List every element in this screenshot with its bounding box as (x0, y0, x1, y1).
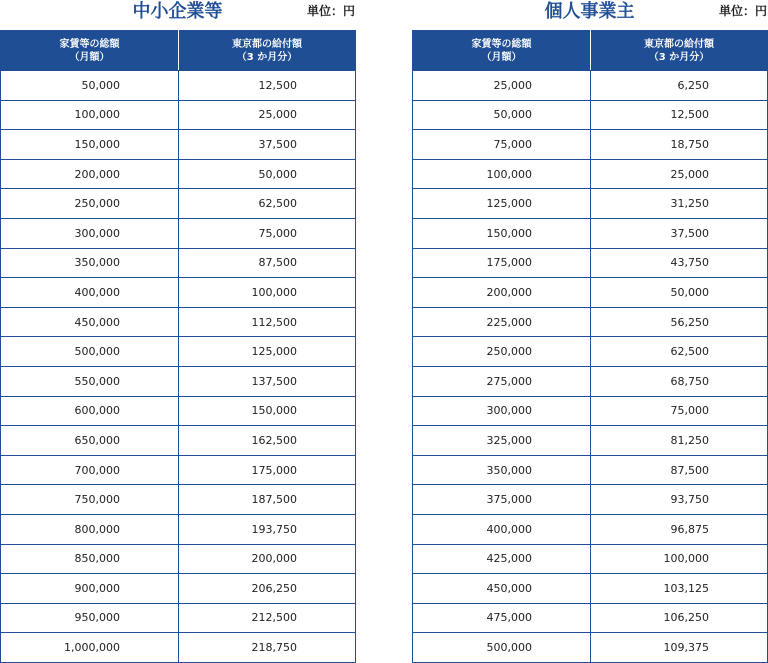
rent-amount-cell: 325,000 (413, 426, 591, 456)
table-row (413, 485, 768, 515)
table-row (1, 130, 356, 160)
grant-column-header (591, 31, 768, 71)
rent-amount-cell: 350,000 (413, 455, 591, 485)
table-row (1, 307, 356, 337)
sme-panel (0, 0, 355, 663)
table-row (413, 278, 768, 308)
rent-amount-cell: 425,000 (413, 544, 591, 574)
grant-amount-cell: 87,500 (591, 455, 768, 485)
grant-header-line2: （3 か月分） (236, 51, 298, 63)
table-row (1, 485, 356, 515)
table-row (1, 426, 356, 456)
table-row (413, 337, 768, 367)
rent-amount-cell: 200,000 (1, 159, 179, 189)
grant-amount-cell: 81,250 (591, 426, 768, 456)
grant-amount-cell: 18,750 (591, 130, 768, 160)
sole-table-body (413, 71, 768, 663)
sole-title: 個人事業主 (544, 1, 635, 22)
table-row (1, 159, 356, 189)
rent-amount-cell: 850,000 (1, 544, 179, 574)
table-row (1, 544, 356, 574)
rent-amount-cell: 225,000 (413, 307, 591, 337)
grant-amount-cell: 137,500 (179, 366, 356, 396)
grant-header-line1: 東京都の給付額 (644, 38, 714, 50)
grant-amount-cell: 103,125 (591, 574, 768, 604)
grant-amount-cell: 125,000 (179, 337, 356, 367)
sole-panel (412, 0, 767, 663)
table-row (413, 307, 768, 337)
grant-amount-cell: 218,750 (179, 633, 356, 663)
grant-amount-cell: 175,000 (179, 455, 356, 485)
sme-table (0, 30, 356, 663)
rent-amount-cell: 300,000 (1, 218, 179, 248)
rent-amount-cell: 150,000 (413, 218, 591, 248)
table-row (1, 189, 356, 219)
table-row (413, 189, 768, 219)
table-row (413, 71, 768, 101)
rent-column-header (413, 31, 591, 71)
sme-unit-label: 単位：円 (306, 4, 355, 18)
grant-amount-cell: 106,250 (591, 603, 768, 633)
grant-header-line2: （3 か月分） (648, 51, 710, 63)
grant-amount-cell: 75,000 (591, 396, 768, 426)
table-row (413, 514, 768, 544)
grant-amount-cell: 62,500 (179, 189, 356, 219)
table-row (1, 100, 356, 130)
grant-amount-cell: 87,500 (179, 248, 356, 278)
grant-amount-cell: 100,000 (179, 278, 356, 308)
rent-amount-cell: 350,000 (1, 248, 179, 278)
rent-header-line1: 家賃等の総額 (471, 38, 532, 50)
table-row (413, 426, 768, 456)
grant-amount-cell: 50,000 (179, 159, 356, 189)
grant-header-line1: 東京都の給付額 (232, 38, 302, 50)
table-row (413, 100, 768, 130)
grant-amount-cell: 25,000 (179, 100, 356, 130)
table-row (1, 396, 356, 426)
grant-amount-cell: 193,750 (179, 514, 356, 544)
sme-title: 中小企業等 (132, 1, 223, 22)
grant-amount-cell: 31,250 (591, 189, 768, 219)
table-row (413, 603, 768, 633)
rent-amount-cell: 750,000 (1, 485, 179, 515)
rent-amount-cell: 200,000 (413, 278, 591, 308)
table-row (1, 278, 356, 308)
table-row (413, 455, 768, 485)
rent-amount-cell: 100,000 (413, 159, 591, 189)
rent-amount-cell: 275,000 (413, 366, 591, 396)
grant-amount-cell: 96,875 (591, 514, 768, 544)
grant-amount-cell: 162,500 (179, 426, 356, 456)
grant-amount-cell: 150,000 (179, 396, 356, 426)
grant-amount-cell: 56,250 (591, 307, 768, 337)
grant-amount-cell: 68,750 (591, 366, 768, 396)
grant-amount-cell: 112,500 (179, 307, 356, 337)
grant-column-header (179, 31, 356, 71)
grant-amount-cell: 100,000 (591, 544, 768, 574)
table-row (1, 603, 356, 633)
rent-amount-cell: 25,000 (413, 71, 591, 101)
rent-amount-cell: 250,000 (413, 337, 591, 367)
rent-amount-cell: 475,000 (413, 603, 591, 633)
rent-amount-cell: 450,000 (1, 307, 179, 337)
grant-amount-cell: 12,500 (179, 71, 356, 101)
rent-amount-cell: 250,000 (1, 189, 179, 219)
rent-amount-cell: 500,000 (1, 337, 179, 367)
table-row (413, 130, 768, 160)
table-row (413, 633, 768, 663)
rent-amount-cell: 125,000 (413, 189, 591, 219)
rent-amount-cell: 950,000 (1, 603, 179, 633)
rent-amount-cell: 175,000 (413, 248, 591, 278)
rent-amount-cell: 400,000 (413, 514, 591, 544)
grant-amount-cell: 75,000 (179, 218, 356, 248)
sole-header-row (413, 31, 768, 71)
rent-amount-cell: 50,000 (413, 100, 591, 130)
grant-amount-cell: 12,500 (591, 100, 768, 130)
sme-table-body (1, 71, 356, 663)
grant-amount-cell: 43,750 (591, 248, 768, 278)
table-row (1, 337, 356, 367)
rent-amount-cell: 650,000 (1, 426, 179, 456)
grant-amount-cell: 93,750 (591, 485, 768, 515)
grant-amount-cell: 212,500 (179, 603, 356, 633)
rent-header-line1: 家賃等の総額 (59, 38, 120, 50)
rent-amount-cell: 100,000 (1, 100, 179, 130)
sole-table (412, 30, 768, 663)
rent-amount-cell: 450,000 (413, 574, 591, 604)
table-row (1, 248, 356, 278)
rent-amount-cell: 400,000 (1, 278, 179, 308)
rent-amount-cell: 150,000 (1, 130, 179, 160)
rent-amount-cell: 900,000 (1, 574, 179, 604)
grant-amount-cell: 109,375 (591, 633, 768, 663)
table-row (413, 159, 768, 189)
grant-amount-cell: 187,500 (179, 485, 356, 515)
rent-column-header (1, 31, 179, 71)
rent-amount-cell: 1,000,000 (1, 633, 179, 663)
sme-titlebar (0, 0, 355, 30)
rent-amount-cell: 75,000 (413, 130, 591, 160)
rent-amount-cell: 375,000 (413, 485, 591, 515)
table-row (1, 71, 356, 101)
table-row (1, 366, 356, 396)
rent-header-line2: （月額） (69, 51, 110, 63)
rent-amount-cell: 550,000 (1, 366, 179, 396)
sole-titlebar (412, 0, 767, 30)
table-row (413, 544, 768, 574)
rent-amount-cell: 300,000 (413, 396, 591, 426)
grant-amount-cell: 200,000 (179, 544, 356, 574)
rent-amount-cell: 500,000 (413, 633, 591, 663)
rent-amount-cell: 50,000 (1, 71, 179, 101)
table-row (413, 396, 768, 426)
grant-amount-cell: 25,000 (591, 159, 768, 189)
rent-amount-cell: 800,000 (1, 514, 179, 544)
table-row (413, 574, 768, 604)
grant-amount-cell: 50,000 (591, 278, 768, 308)
grant-amount-cell: 62,500 (591, 337, 768, 367)
table-row (413, 218, 768, 248)
table-row (1, 455, 356, 485)
table-row (1, 514, 356, 544)
grant-amount-cell: 37,500 (591, 218, 768, 248)
rent-amount-cell: 700,000 (1, 455, 179, 485)
grant-amount-cell: 37,500 (179, 130, 356, 160)
rent-header-line2: （月額） (481, 51, 522, 63)
sme-header-row (1, 31, 356, 71)
rent-amount-cell: 600,000 (1, 396, 179, 426)
grant-amount-cell: 206,250 (179, 574, 356, 604)
table-row (1, 633, 356, 663)
table-row (413, 248, 768, 278)
sole-unit-label: 単位：円 (718, 4, 767, 18)
grant-amount-cell: 6,250 (591, 71, 768, 101)
table-row (1, 574, 356, 604)
table-row (413, 366, 768, 396)
table-row (1, 218, 356, 248)
